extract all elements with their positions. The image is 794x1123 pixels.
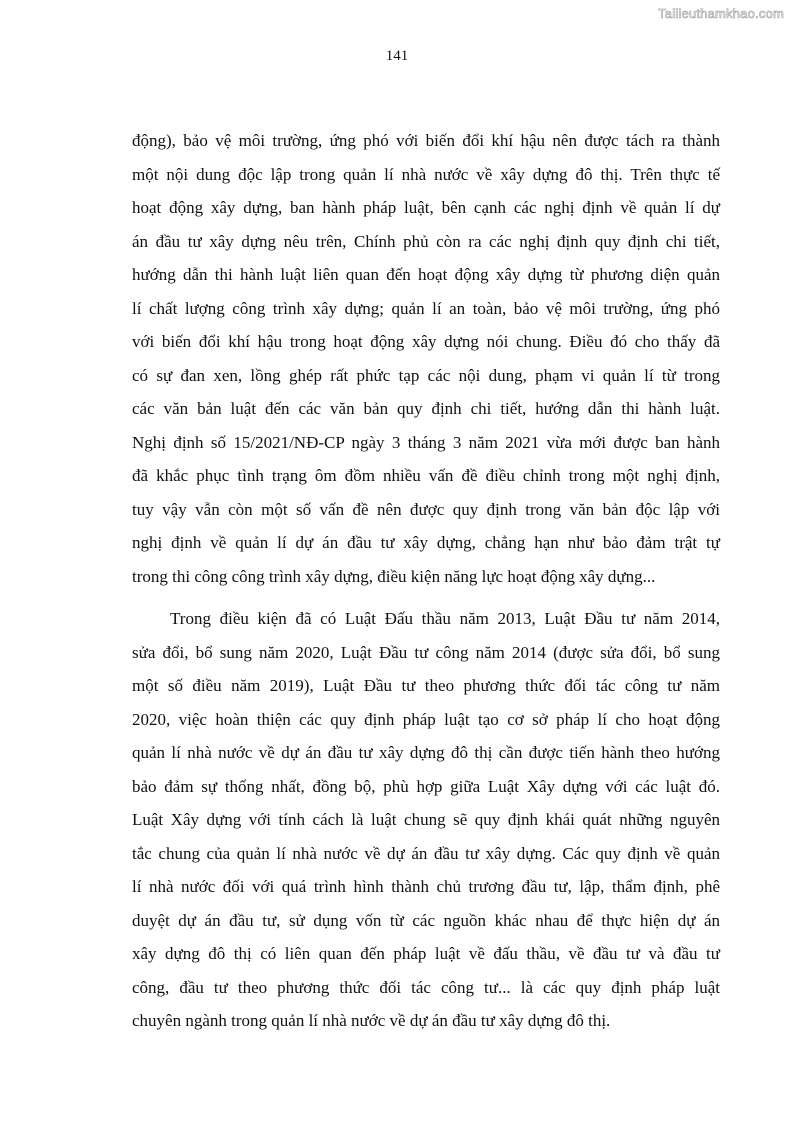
text-line: đã khắc phục tình trạng ôm đồm nhiều vấn đề điều chỉnh trong một nghị định, — [132, 466, 720, 485]
text-line: tắc chung của quản lí nhà nước về dự án đầu tư xây dựng. Các quy định về quản — [132, 843, 720, 863]
text-line: lí chất lượng công trình xây dựng; quản lí an toàn, bảo vệ môi trường, ứng phó — [132, 298, 720, 318]
text-line: với biến đổi khí hậu trong hoạt động xây dựng nói chung. Điều đó cho thấy đã — [132, 332, 720, 351]
text-line: bảo đảm sự thống nhất, đồng bộ, phù hợp giữa Luật Xây dựng với các luật đó. — [132, 776, 720, 796]
text-line: 2020, việc hoàn thiện các quy định pháp luật tạo cơ sở pháp lí cho hoạt động — [132, 709, 720, 729]
text-line: quản lí nhà nước về dự án đầu tư xây dựng đô thị cần được tiến hành theo hướng — [132, 743, 720, 762]
body-text — [132, 124, 720, 1038]
text-line: án đầu tư xây dựng nêu trên, Chính phủ còn ra các nghị định quy định chi tiết, — [132, 231, 720, 251]
text-line: một nội dung độc lập trong quản lí nhà nước về xây dựng đô thị. Trên thực tế — [132, 164, 720, 184]
paragraph-1 — [132, 124, 720, 593]
paragraph-2 — [132, 602, 720, 1038]
text-line: trong thi công công trình xây dựng, điều kiện năng lực hoạt động xây dựng... — [132, 566, 656, 586]
text-line: công, đầu tư theo phương thức đối tác công tư... là các quy định pháp luật — [132, 977, 720, 997]
text-line: có sự đan xen, lồng ghép rất phức tạp các nội dung, phạm vi quản lí từ trong — [132, 365, 720, 385]
text-line: một số điều năm 2019), Luật Đầu tư theo phương thức đối tác công tư năm — [132, 676, 720, 695]
text-line: xây dựng đô thị có liên quan đến pháp luật về đấu thầu, về đầu tư và đầu tư — [132, 944, 720, 963]
text-line: hướng dẫn thi hành luật liên quan đến hoạt động xây dựng từ phương diện quản — [132, 265, 720, 284]
page-number: 141 — [385, 48, 409, 64]
text-line: các văn bản luật đến các văn bản quy định chi tiết, hướng dẫn thi hành luật. — [132, 399, 720, 418]
text-line: tuy vậy vẫn còn một số vấn đề nên được quy định trong văn bản độc lập với — [132, 499, 720, 519]
text-line: sửa đổi, bổ sung năm 2020, Luật Đầu tư công năm 2014 (được sửa đổi, bổ sung — [132, 642, 720, 662]
text-line: chuyên ngành trong quản lí nhà nước về dự án đầu tư xây dựng đô thị. — [132, 1011, 611, 1030]
text-line: động), bảo vệ môi trường, ứng phó với biến đổi khí hậu nên được tách ra thành — [132, 131, 720, 150]
text-line: lí nhà nước đối với quá trình hình thành chủ trương đầu tư, lập, thẩm định, phê — [132, 877, 720, 896]
text-line: nghị định về quản lí dự án đầu tư xây dựng, chẳng hạn như bảo đảm trật tự — [132, 533, 720, 552]
text-line: duyệt dự án đầu tư, sử dụng vốn từ các nguồn khác nhau để thực hiện dự án — [132, 910, 720, 930]
text-line: Trong điều kiện đã có Luật Đấu thầu năm 2013, Luật Đầu tư năm 2014, — [170, 609, 720, 628]
watermark-text: Tailieuthamkhao.com — [658, 6, 784, 21]
text-line: Nghị định số 15/2021/NĐ-CP ngày 3 tháng 3 năm 2021 vừa mới được ban hành — [132, 432, 720, 452]
text-line: hoạt động xây dựng, ban hành pháp luật, bên cạnh các nghị định về quản lí dự — [132, 198, 720, 217]
text-line: Luật Xây dựng với tính cách là luật chung sẽ quy định khái quát những nguyên — [132, 810, 720, 829]
